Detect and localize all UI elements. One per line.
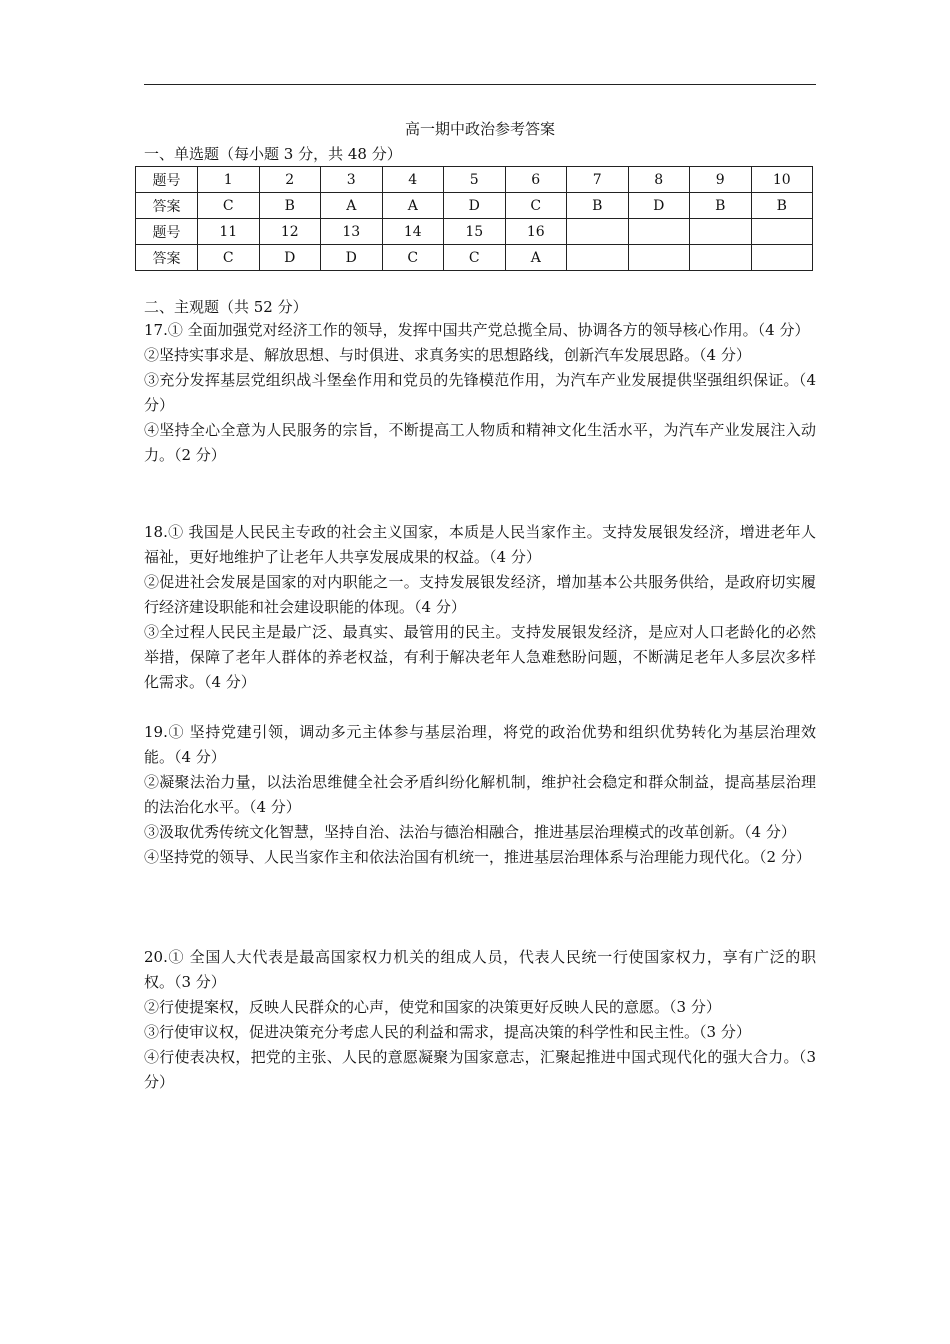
table-cell: 13 — [321, 219, 383, 245]
table-cell: D — [444, 193, 506, 219]
table-cell: 15 — [444, 219, 506, 245]
answer-point: 20.① 全国人大代表是最高国家权力机关的组成人员，代表人民统一行使国家权力，享有广泛的职权。（3 分） — [144, 948, 816, 991]
table-cell: 题号 — [136, 219, 198, 245]
table-cell: C — [198, 245, 260, 271]
table-cell: 10 — [751, 167, 813, 193]
table-cell: C — [505, 193, 567, 219]
table-row — [136, 167, 813, 193]
table-cell: B — [690, 193, 752, 219]
table-cell: 1 — [198, 167, 260, 193]
table-cell: 16 — [505, 219, 567, 245]
table-cell: D — [259, 245, 321, 271]
table-cell — [628, 245, 690, 271]
table-cell: A — [382, 193, 444, 219]
answer-20 — [144, 945, 816, 1095]
table-cell: C — [382, 245, 444, 271]
answer-point: ②凝聚法治力量，以法治思维健全社会矛盾纠纷化解机制，维护社会稳定和群众制益，提高基层治理的法治化水平。（4 分） — [144, 773, 816, 816]
section-subjective-heading: 二、主观题（共 52 分） — [144, 298, 308, 316]
section-single-choice-heading: 一、单选题（每小题 3 分，共 48 分） — [144, 145, 402, 163]
table-cell: D — [628, 193, 690, 219]
table-cell: 7 — [567, 167, 629, 193]
table-row — [136, 245, 813, 271]
answer-point: ③全过程人民民主是最广泛、最真实、最管用的民主。支持发展银发经济，是应对人口老龄化的必然举措，保障了老年人群体的养老权益，有利于解决老年人急难愁盼问题，不断满足老年人多层次多样化需求。（4 分） — [144, 623, 816, 691]
answer-table — [135, 166, 813, 271]
answer-point: ④坚持全心全意为人民服务的宗旨，不断提高工人物质和精神文化生活水平，为汽车产业发展注入动力。（2 分） — [144, 421, 816, 464]
table-cell: 题号 — [136, 167, 198, 193]
answer-point: 19.① 坚持党建引领，调动多元主体参与基层治理，将党的政治优势和组织优势转化为基层治理效能。（4 分） — [144, 723, 816, 766]
table-row — [136, 219, 813, 245]
table-cell: 12 — [259, 219, 321, 245]
table-cell — [690, 245, 752, 271]
table-cell: B — [567, 193, 629, 219]
table-cell: 答案 — [136, 193, 198, 219]
table-cell: 6 — [505, 167, 567, 193]
answer-point: ③充分发挥基层党组织战斗堡垒作用和党员的先锋模范作用，为汽车产业发展提供坚强组织保证。（4 分） — [144, 371, 816, 414]
table-cell: B — [259, 193, 321, 219]
answer-18 — [144, 520, 816, 695]
table-cell: 14 — [382, 219, 444, 245]
answer-point: ②坚持实事求是、解放思想、与时俱进、求真务实的思想路线，创新汽车发展思路。（4 分） — [144, 346, 751, 364]
table-cell — [690, 219, 752, 245]
table-cell: C — [444, 245, 506, 271]
table-cell — [751, 219, 813, 245]
table-cell — [567, 219, 629, 245]
table-cell: D — [321, 245, 383, 271]
answer-point: ④行使表决权，把党的主张、人民的意愿凝聚为国家意志，汇聚起推进中国式现代化的强大合力。（3 分） — [144, 1048, 816, 1091]
answer-17 — [144, 318, 816, 468]
table-cell — [751, 245, 813, 271]
table-cell: 3 — [321, 167, 383, 193]
table-cell: 4 — [382, 167, 444, 193]
answer-point: ②促进社会发展是国家的对内职能之一。支持发展银发经济，增加基本公共服务供给，是政府切实履行经济建设职能和社会建设职能的体现。（4 分） — [144, 573, 816, 616]
table-cell: 8 — [628, 167, 690, 193]
answer-point: ④坚持党的领导、人民当家作主和依法治国有机统一，推进基层治理体系与治理能力现代化。（2 分） — [144, 848, 811, 866]
table-cell — [567, 245, 629, 271]
answer-point: 18.① 我国是人民民主专政的社会主义国家，本质是人民当家作主。支持发展银发经济，增进老年人福祉，更好地维护了让老年人共享发展成果的权益。（4 分） — [144, 523, 816, 566]
answer-19 — [144, 720, 816, 870]
table-cell: 答案 — [136, 245, 198, 271]
answer-point: ③行使审议权，促进决策充分考虑人民的利益和需求，提高决策的科学性和民主性。（3 分） — [144, 1023, 751, 1041]
answer-point: 17.① 全面加强党对经济工作的领导，发挥中国共产党总揽全局、协调各方的领导核心作用。（4 分） — [144, 321, 810, 339]
table-cell: 11 — [198, 219, 260, 245]
answer-point: ②行使提案权，反映人民群众的心声，使党和国家的决策更好反映人民的意愿。（3 分） — [144, 998, 721, 1016]
table-cell: 5 — [444, 167, 506, 193]
table-cell — [628, 219, 690, 245]
answer-point: ③汲取优秀传统文化智慧，坚持自治、法治与德治相融合，推进基层治理模式的改革创新。（4 分） — [144, 823, 796, 841]
table-row — [136, 193, 813, 219]
header-rule — [144, 84, 816, 85]
table-cell: C — [198, 193, 260, 219]
table-cell: A — [505, 245, 567, 271]
table-cell: B — [751, 193, 813, 219]
page-title: 高一期中政治参考答案 — [404, 120, 555, 138]
table-cell: 9 — [690, 167, 752, 193]
table-cell: A — [321, 193, 383, 219]
table-cell: 2 — [259, 167, 321, 193]
